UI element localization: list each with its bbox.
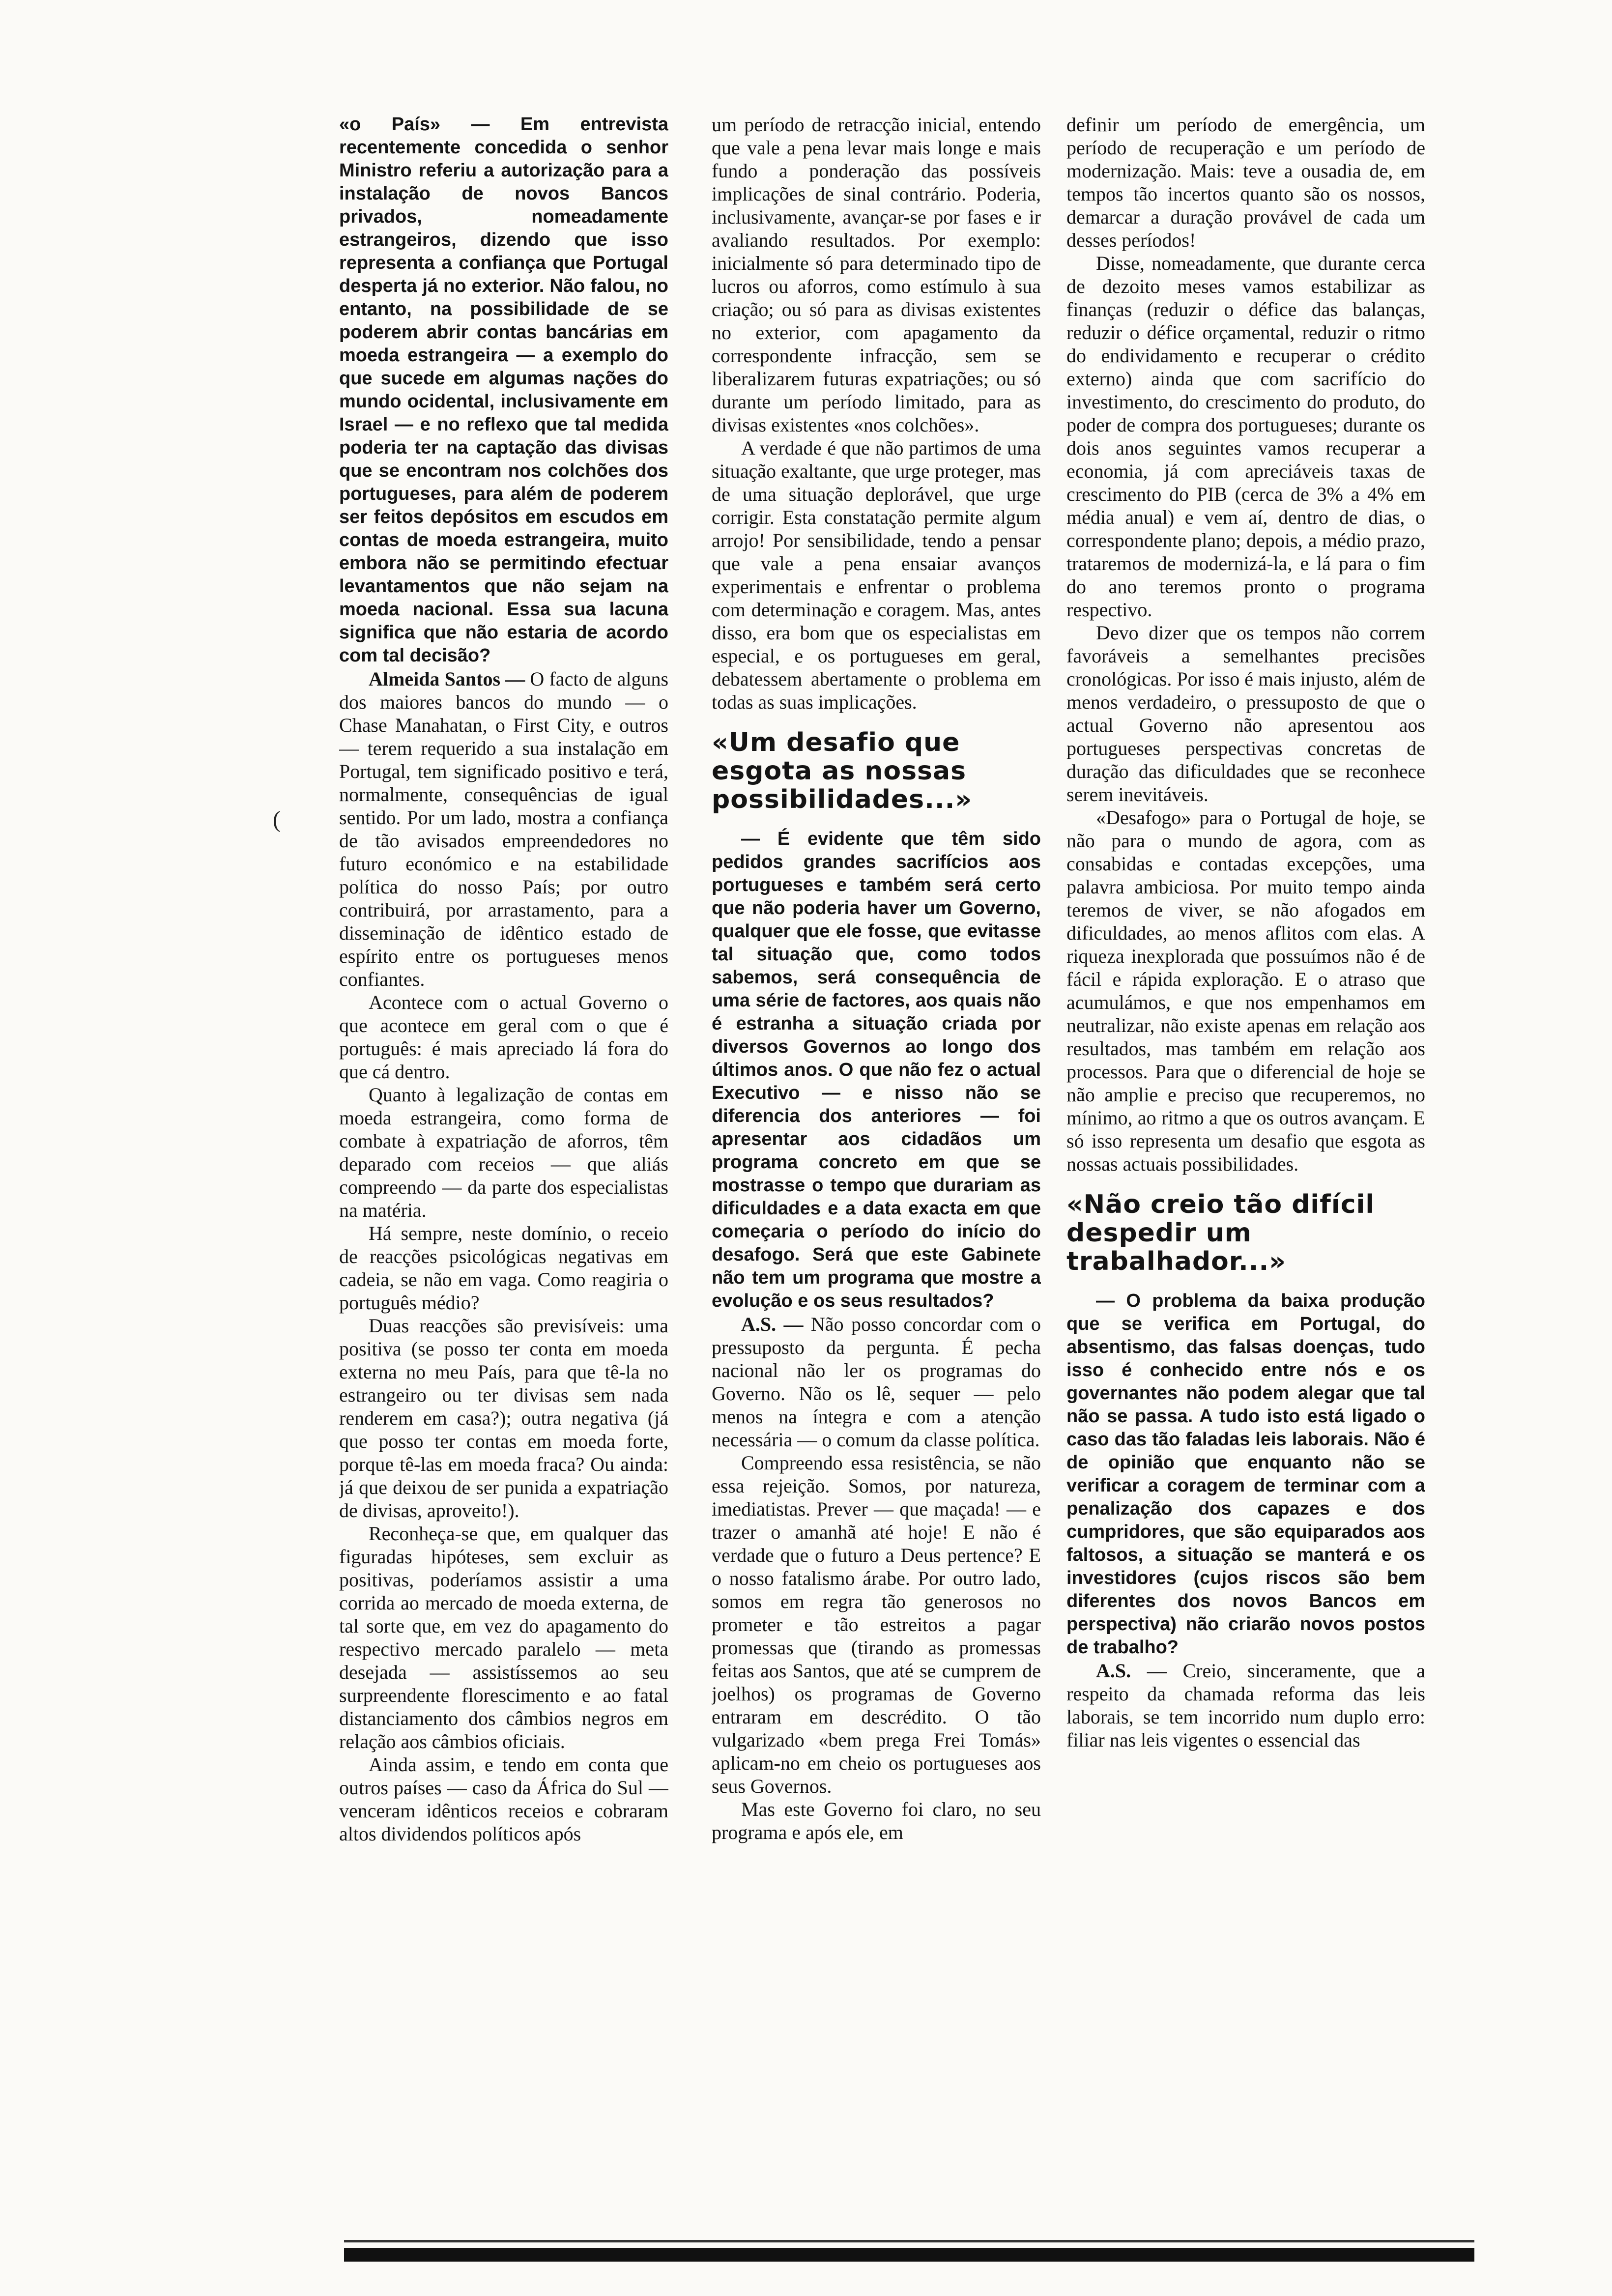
body-paragraph: Compreendo essa resistência, se não essa rejeição. Somos, por natureza, imediatistas. Prever — que maçada! — e trazer o amanhã até hoje! E não é verdade que o futuro a Deus pertence? E o nosso fatalismo árabe. Por outro lado, somos em regra tão generosos no prometer e tão estreitos a pagar promessas que (tirando as promessas feitas aos Santos, que até se cumprem de joelhos) os programas de Governo entraram em descrédito. O tão vulgarizado «bem prega Frei Tomás» aplicam-no em cheio os portugueses aos seus Governos. bbox=[712, 1452, 1041, 1797]
body-paragraph: Quanto à legalização de contas em moeda estrangeira, como forma de combate à expatriação de aforros, têm deparado com receios — que aliás compreendo — da parte dos especialistas na matéria. bbox=[339, 1084, 668, 1221]
body-paragraph: Mas este Governo foi claro, no seu programa e após ele, em bbox=[712, 1798, 1041, 1843]
body-paragraph: Há sempre, neste domínio, o receio de reacções psicológicas negativas em cadeia, se não em vaga. Como reagiria o português médio? bbox=[339, 1222, 668, 1314]
body-paragraph: A verdade é que não partimos de uma situação exaltante, que urge proteger, mas de uma situação deplorável, que urge corrigir. Esta constatação permite algum arrojo! Por sensibilidade, tendo a pensar que vale a pena ensaiar avanços experimentais e enfrentar o problema com determinação e coragem. Mas, antes disso, era bom que os especialistas em especial, e os portugueses em geral, debatessem abertamente o problema em todas as suas implicações. bbox=[712, 437, 1041, 713]
body-paragraph: Devo dizer que os tempos não correm favoráveis a semelhantes precisões cronológicas. Por isso é mais injusto, além de menos verdadeiro, o pressuposto de que o actual Governo não apresentou aos portugueses perspectivas concretas de duração das dificuldades que se reconhece serem inevitáveis. bbox=[1066, 622, 1425, 805]
question-paragraph: — O problema da baixa produção que se verifica em Portugal, do absentismo, das falsas doenças, tudo isso é conhecido entre nós e os governantes não podem alegar que tal não se passa. A tudo isto está ligado o caso das tão faladas leis laborais. Não é de opinião que enquanto não se verificar a coragem de terminar com a penalização dos capazes e dos cumpridores, que são equiparados aos faltosos, a situação se manterá e os investidores (cujos riscos são bem diferentes dos novos Bancos em perspectiva) não criarão novos postos de trabalho? bbox=[1066, 1291, 1425, 1658]
section-heading: «Um desafio que esgota as nossas possibilidades...» bbox=[712, 728, 972, 814]
body-paragraph: Ainda assim, e tendo em conta que outros países — caso da África do Sul — venceram idênticos receios e cobraram altos dividendos políticos após bbox=[339, 1753, 668, 1845]
question-paragraph: — É evidente que têm sido pedidos grandes sacrifícios aos portugueses e também será certo que não poderia haver um Governo, qualquer que ele fosse, que evitasse tal situação que, como todos sabemos, será consequência de uma série de factores, aos quais não é estranha a situação criada por diversos Governos ao longo dos últimos anos. O que não fez o actual Executivo — e nisso não se diferencia dos anteriores — foi apresentar aos cidadãos um programa concreto em que se mostrasse o tempo que durariam as dificuldades e a data exacta em que começaria o período do início do desafogo. Será que este Gabinete não tem um programa que mostre a evolução e os seus resultados? bbox=[712, 829, 1041, 1311]
body-paragraph: Duas reacções são previsíveis: uma positiva (se posso ter conta em moeda externa no meu País, para que tê-la no estrangeiro ou ter divisas sem nada renderem em casa?); outra negativa (já que posso ter contas em moeda forte, porque tê-las em moeda fraca? Ou ainda: já que deixou de ser punida a expatriação de divisas, aproveito!). bbox=[339, 1315, 668, 1521]
body-paragraph: Reconheça-se que, em qualquer das figuradas hipóteses, sem excluir as positivas, poderíamos assistir a uma corrida ao mercado de moeda externa, de tal sorte que, em vez do apagamento do respectivo mercado paralelo — meta desejada — assistíssemos ao seu surpreendente florescimento e ao fatal distanciamento dos câmbios negros em relação aos câmbios oficiais. bbox=[339, 1522, 668, 1752]
stray-mark: ( bbox=[273, 806, 281, 832]
answer-paragraph bbox=[712, 1313, 1041, 1451]
answer-text: Creio, sinceramente, que a respeito da chamada reforma das leis laborais, se tem incorrido num duplo erro: filiar nas leis vigentes o essencial das bbox=[1066, 1660, 1425, 1751]
bottom-rule bbox=[344, 2248, 1474, 2262]
column-3 bbox=[1066, 113, 1425, 2217]
answer-paragraph bbox=[339, 667, 668, 991]
body-paragraph: Acontece com o actual Governo o que acontece em geral com o que é português: é mais apreciado lá fora do que cá dentro. bbox=[339, 991, 668, 1083]
body-paragraph: Disse, nomeadamente, que durante cerca de dezoito meses vamos estabilizar as finanças (reduzir o défice das balanças, reduzir o défice orçamental, reduzir o ritmo do endividamento e recuperar o crédito externo) ainda que com sacrifício do investimento, do crescimento do produto, do poder de compra dos portugueses; durante os dois anos seguintes vamos recuperar a economia, já com apreciáveis taxas de crescimento do PIB (cerca de 3% a 4% em média anual) e vem aí, dentro de dias, o correspondente plano; depois, a médio prazo, trataremos de modernizá-la, e lá para o fim do ano teremos pronto o programa respectivo. bbox=[1066, 252, 1425, 621]
answer-paragraph bbox=[1066, 1659, 1425, 1751]
answer-text: O facto de alguns dos maiores bancos do mundo — o Chase Manahatan, o First City, e outros — terem requerido a sua instalação em Portugal, tem significado positivo e terá, normalmente, consequências de igual sentido. Por um lado, mostra a confiança de tão avisados empreendedores no futuro económico e na estabilidade política do nosso País; por outro contribuirá, por arrastamento, para a disseminação de idêntico estado de espírito entre os portugueses menos confiantes. bbox=[339, 668, 668, 990]
answer-text: Não posso concordar com o pressuposto da pergunta. É pecha nacional não ler os programas do Governo. Não os lê, sequer — pelo menos na íntegra e com a atenção necessária — o comum da classe política. bbox=[712, 1313, 1041, 1451]
body-paragraph: definir um período de emergência, um período de recuperação e um período de modernização. Mais: teve a ousadia de, em tempos tão incertos quanto são os nossos, demarcar a duração provável de cada um desses períodos! bbox=[1066, 114, 1425, 251]
speaker-label: A.S. — bbox=[1096, 1660, 1167, 1682]
column-1 bbox=[339, 113, 668, 2217]
body-paragraph: «Desafogo» para o Portugal de hoje, se não para o mundo de agora, com as consabidas e contadas excepções, uma palavra ambiciosa. Por muito tempo ainda teremos de viver, se não afogados em dificuldades, ao menos aflitos com elas. A riqueza inexplorada que possuímos não é de fácil e rápida exploração. E o atraso que acumulámos, e que nos empenhamos em neutralizar, não existe apenas em relação aos resultados, mas também em relação aos processos. Para que o diferencial de hoje se não amplie e preciso que recuperemos, no mínimo, ao ritmo a que os outros avançam. E só isso representa um desafio que esgota as nossas actuais possibilidades. bbox=[1066, 806, 1425, 1175]
column-2 bbox=[712, 113, 1041, 2217]
question-paragraph: «o País» — Em entrevista recentemente concedida o senhor Ministro referiu a autorização para a instalação de novos Bancos privados, nomeadamente estrangeiros, dizendo que isso representa a confiança que Portugal desperta já no exterior. Não falou, no entanto, na possibilidade de se poderem abrir contas bancárias em moeda estrangeira — a exemplo do que sucede em algumas nações do mundo ocidental, inclusivamente em Israel — e no reflexo que tal medida poderia ter na captação das divisas que se encontram nos colchões dos portugueses, para além de poderem ser feitos depósitos em escudos em contas de moeda estrangeira, muito embora não se permitindo efectuar levantamentos que não sejam na moeda nacional. Essa sua lacuna significa que não estaria de acordo com tal decisão? bbox=[339, 114, 668, 666]
section-heading: «Não creio tão difícil despedir um trabalhador...» bbox=[1066, 1190, 1375, 1276]
speaker-label: Almeida Santos — bbox=[369, 668, 525, 690]
speaker-label: A.S. — bbox=[741, 1313, 804, 1335]
body-paragraph: um período de retracção inicial, entendo que vale a pena levar mais longe e mais fundo a ponderação das possíveis implicações de sinal contrário. Poderia, inclusivamente, avançar-se por fases e ir avaliando resultados. Por exemplo: inicialmente só para determinado tipo de lucros ou aforros, como estímulo à sua criação; ou só para as divisas existentes no exterior, com apagamento da correspondente infracção, sem se liberalizarem futuras expatriações; ou só durante um período limitado, para as divisas existentes «nos colchões». bbox=[712, 114, 1041, 436]
